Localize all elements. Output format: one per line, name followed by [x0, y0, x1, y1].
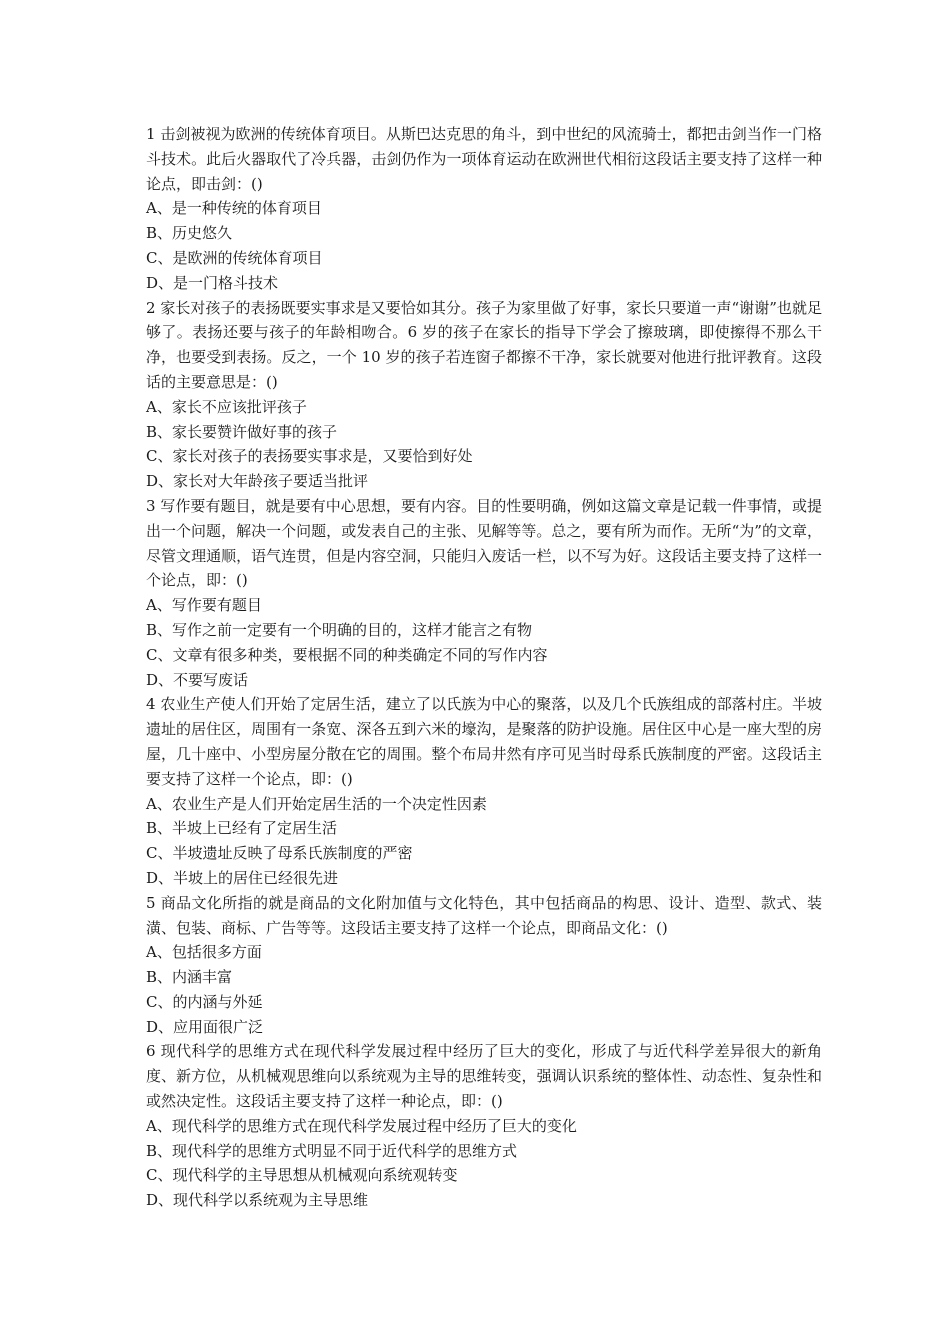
- option-a: A、家长不应该批评孩子: [146, 397, 307, 416]
- option-a: A、包括很多方面: [146, 943, 262, 962]
- question-5: [146, 891, 822, 1040]
- option-d: D、现代科学以系统观为主导思维: [146, 1191, 369, 1210]
- option-c: C、现代科学的主导思想从机械观向系统观转变: [146, 1166, 458, 1185]
- option-d: D、家长对大年龄孩子要适当批评: [146, 472, 369, 491]
- question-6: [146, 1039, 822, 1213]
- option-c: C、文章有很多种类，要根据不同的种类确定不同的写作内容: [146, 645, 548, 664]
- option-c: C、的内涵与外延: [146, 992, 263, 1011]
- option-b: B、半坡上已经有了定居生活: [146, 819, 338, 838]
- option-d: D、不要写废话: [146, 670, 249, 689]
- option-c: C、半坡遗址反映了母系氏族制度的严密: [146, 844, 413, 863]
- option-a: A、写作要有题目: [146, 596, 262, 615]
- option-c: C、是欧洲的传统体育项目: [146, 248, 323, 267]
- question-stem: 3 写作要有题目，就是要有中心思想，要有内容。目的性要明确，例如这篇文章是记载一件事情，或提出一个问题，解决一个问题，或发表自己的主张、见解等等。总之，要有所为而作。无所“为”的文章，尽管文理通顺，语气连贯，但是内容空洞，只能归入废话一栏，以不写为好。这段话主要支持了这样一个论点，即：(): [146, 496, 822, 590]
- option-a: A、现代科学的思维方式在现代科学发展过程中经历了巨大的变化: [146, 1116, 577, 1135]
- option-a: A、农业生产是人们开始定居生活的一个决定性因素: [146, 794, 487, 813]
- option-b: B、写作之前一定要有一个明确的目的，这样才能言之有物: [146, 620, 533, 639]
- option-b: B、内涵丰富: [146, 968, 233, 987]
- document-page: [146, 122, 822, 1213]
- question-3: [146, 494, 822, 692]
- option-a: A、是一种传统的体育项目: [146, 199, 322, 218]
- option-d: D、半坡上的居住已经很先进: [146, 868, 339, 887]
- option-c: C、家长对孩子的表扬要实事求是，又要恰到好处: [146, 447, 473, 466]
- question-stem: 5 商品文化所指的就是商品的文化附加值与文化特色，其中包括商品的构思、设计、造型、款式、装潢、包装、商标、广告等等。这段话主要支持了这样一个论点，即商品文化：(): [146, 893, 822, 937]
- question-stem: 4 农业生产使人们开始了定居生活，建立了以氏族为中心的聚落，以及几个氏族组成的部落村庄。半坡遗址的居住区，周围有一条宽、深各五到六米的壕沟，是聚落的防护设施。居住区中心是一座大型的房屋，几十座中、小型房屋分散在它的周围。整个布局井然有序可见当时母系氏族制度的严密。这段话主要支持了这样一个论点，即：(): [146, 695, 822, 788]
- option-d: D、应用面很广泛: [146, 1017, 264, 1036]
- question-4: [146, 692, 822, 890]
- question-1: [146, 122, 822, 296]
- question-stem: 2 家长对孩子的表扬既要实事求是又要恰如其分。孩子为家里做了好事，家长只要道一声“谢谢”也就足够了。表扬还要与孩子的年龄相吻合。6 岁的孩子在家长的指导下学会了擦玻璃，即使擦得不那么干净，也要受到表扬。反之，一个 10 岁的孩子若连窗子都擦不干净，家长就要对他进行批评教育。这段话的主要意思是：(): [146, 298, 822, 391]
- question-stem: 1 击剑被视为欧洲的传统体育项目。从斯巴达克思的角斗，到中世纪的风流骑士，都把击剑当作一门格斗技术。此后火器取代了冷兵器，击剑仍作为一项体育运动在欧洲世代相衍这段话主要支持了这样一种论点，即击剑：(): [146, 125, 822, 193]
- option-b: B、家长要赞许做好事的孩子: [146, 422, 338, 441]
- option-b: B、历史悠久: [146, 224, 233, 243]
- question-stem: 6 现代科学的思维方式在现代科学发展过程中经历了巨大的变化，形成了与近代科学差异很大的新角度、新方位，从机械观思维向以系统观为主导的思维转变，强调认识系统的整体性、动态性、复杂性和或然决定性。这段话主要支持了这样一种论点，即：(): [146, 1042, 822, 1111]
- question-2: [146, 296, 822, 494]
- option-b: B、现代科学的思维方式明显不同于近代科学的思维方式: [146, 1141, 518, 1160]
- option-d: D、是一门格斗技术: [146, 273, 279, 292]
